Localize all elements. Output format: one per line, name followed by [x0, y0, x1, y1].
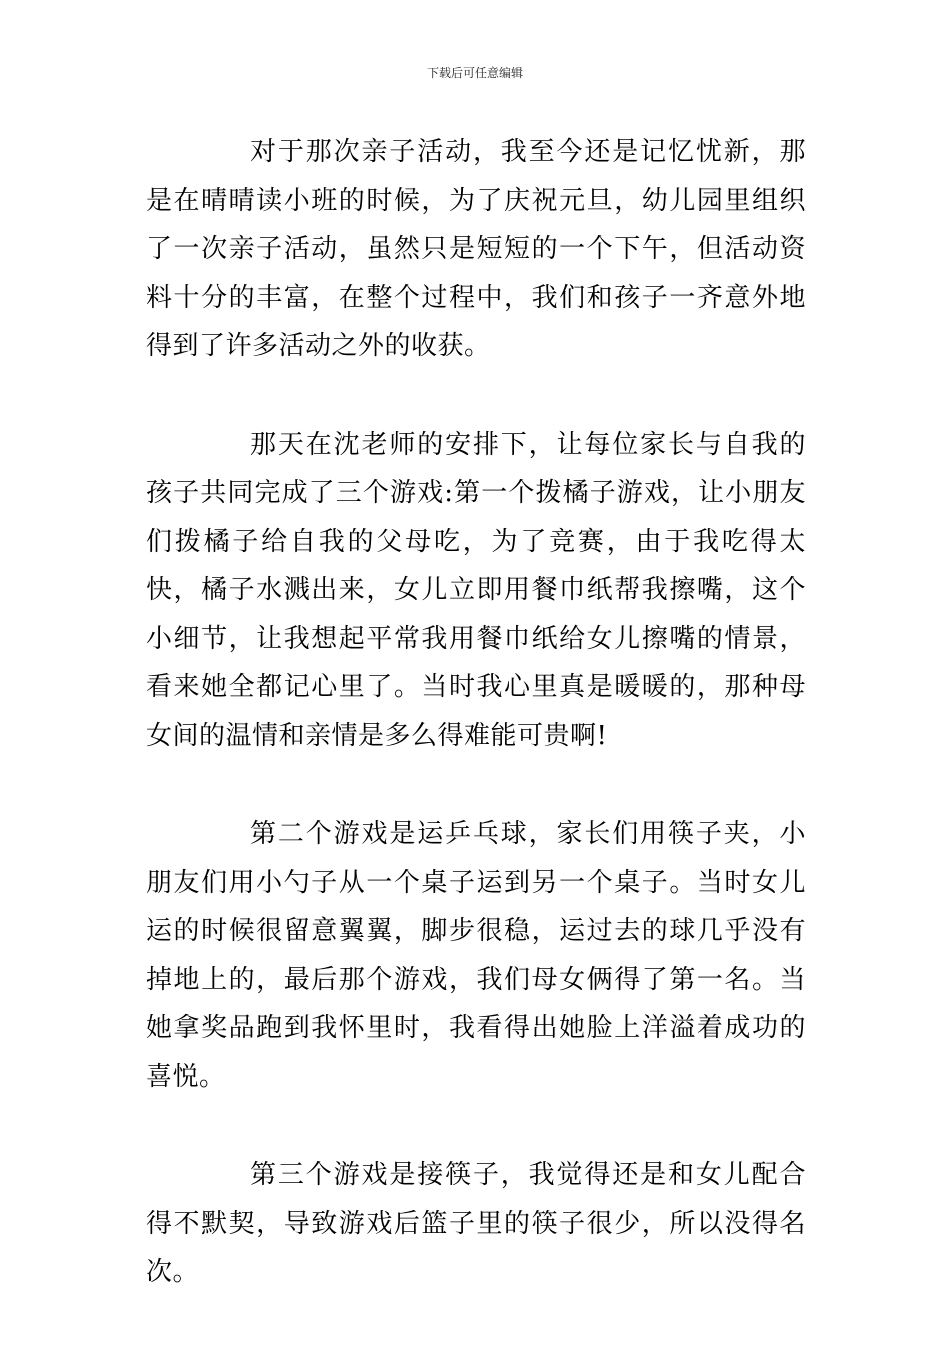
paragraph-3: 第二个游戏是运乒乓球，家长们用筷子夹，小朋友们用小勺子从一个桌子运到另一个桌子。当时女儿运的时候很留意翼翼，脚步很稳，运过去的球几乎没有掉地上的，最后那个游戏，我们母女俩得了第一名。当她拿奖品跑到我怀里时，我看得出她脸上洋溢着成功的喜悦。: [146, 819, 806, 1092]
paragraph-4: 第三个游戏是接筷子，我觉得还是和女儿配合得不默契，导致游戏后篮子里的筷子很少，所以没得名次。: [146, 1160, 806, 1287]
page-header: 下载后可任意编辑: [426, 66, 523, 80]
paragraph-1: 对于那次亲子活动，我至今还是记忆忧新，那是在晴晴读小班的时候，为了庆祝元旦，幼儿园里组织了一次亲子活动，虽然只是短短的一个下午，但活动资料十分的丰富，在整个过程中，我们和孩子一齐意外地得到了许多活动之外的收获。: [146, 137, 806, 361]
paragraph-2: 那天在沈老师的安排下，让每位家长与自我的孩子共同完成了三个游戏:第一个拨橘子游戏，让小朋友们拨橘子给自我的父母吃，为了竞赛，由于我吃得太快，橘子水溅出来，女儿立即用餐巾纸帮我擦嘴，这个小细节，让我想起平常我用餐巾纸给女儿擦嘴的情景，看来她全都记心里了。当时我心里真是暖暖的，那种母女间的温情和亲情是多么得难能可贵啊!: [146, 429, 806, 751]
document-body: [146, 128, 806, 1347]
